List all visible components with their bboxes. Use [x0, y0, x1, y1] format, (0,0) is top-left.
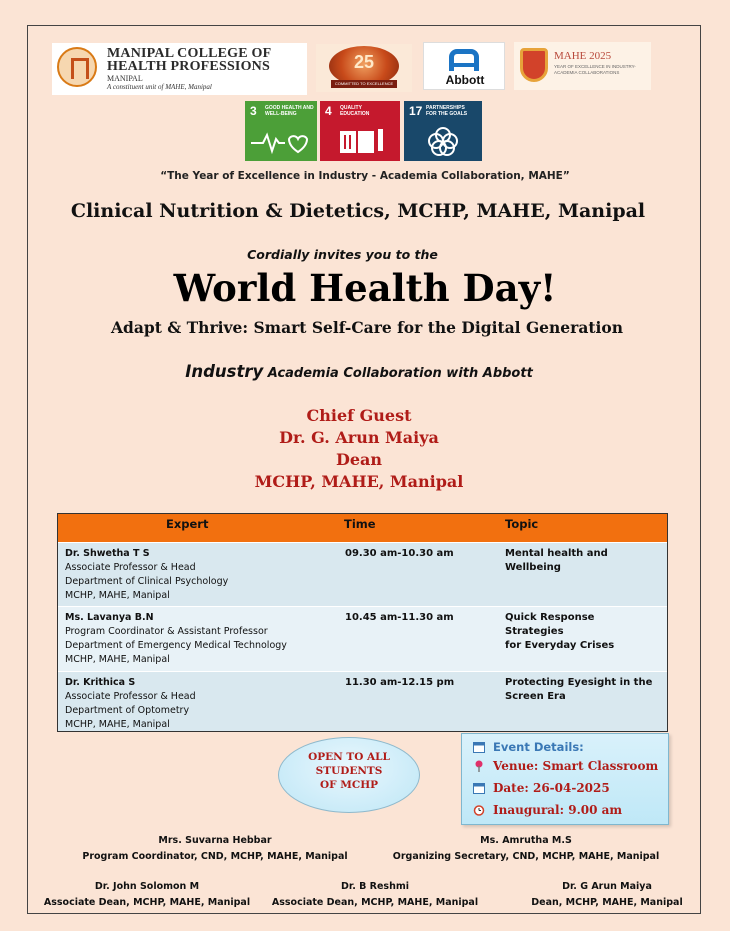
topic-line: Mental health and — [505, 548, 608, 559]
signatory-title: Dean, MCHP, MAHE, Manipal — [531, 897, 683, 908]
signatory-title: Organizing Secretary, CND, MCHP, MAHE, Manipal — [392, 851, 660, 862]
expert-department: Department of Optometry — [65, 705, 190, 716]
pushpin-icon — [473, 760, 485, 772]
expert-department: Department of Clinical Psychology — [65, 576, 229, 587]
time-cell: 09.30 am-10.30 am — [345, 548, 454, 559]
signatory-title: Program Coordinator, CND, MCHP, MAHE, Manipal — [82, 851, 348, 862]
time-cell: 11.30 am-12.15 pm — [345, 677, 455, 688]
signatory-program-coordinator — [30, 833, 400, 865]
signatory-title: Associate Dean, MCHP, MAHE, Manipal — [271, 897, 479, 908]
signatory-name: Dr. B Reshmi — [340, 881, 409, 892]
collaboration-first-word: Industry — [185, 362, 264, 381]
collaboration-line — [0, 362, 718, 381]
department-heading: Clinical Nutrition & Dietetics, MCHP, MAHE, Manipal — [70, 200, 646, 222]
mahe-2025-logo — [514, 42, 651, 90]
date-row — [473, 780, 610, 796]
mchp-emblem-icon — [57, 47, 97, 87]
expert-institution: MCHP, MAHE, Manipal — [65, 590, 170, 601]
signatory-name: Dr. G Arun Maiya — [562, 881, 652, 892]
mchp-city: MANIPAL — [107, 74, 143, 83]
chief-guest-role: Dean — [335, 450, 383, 469]
calendar-icon — [473, 782, 485, 794]
signatory-associate-dean-1 — [32, 879, 262, 911]
event-details-heading: Event Details: — [493, 740, 584, 754]
chief-guest-name: Dr. G. Arun Maiya — [279, 428, 439, 447]
event-details-box — [461, 733, 669, 825]
signatory-organizing-secretary — [376, 833, 676, 865]
collaboration-rest: Academia Collaboration with Abbott — [267, 366, 533, 381]
topic-line: for Everyday Crises — [505, 640, 615, 651]
signatory-associate-dean-2 — [262, 879, 488, 911]
expert-name: Dr. Shwetha T S — [65, 548, 150, 559]
header-expert: Expert — [166, 517, 209, 531]
expert-cell — [65, 676, 335, 732]
sdg-3-label: GOOD HEALTH AND WELL-BEING — [265, 105, 314, 117]
signatory-title: Associate Dean, MCHP, MAHE, Manipal — [43, 897, 251, 908]
expert-cell — [65, 547, 335, 603]
inaugural-text: Inaugural: 9.00 am — [493, 803, 623, 817]
table-row — [58, 671, 667, 731]
signatory-name: Ms. Amrutha M.S — [480, 835, 572, 846]
sdg-17-label: PARTNERSHIPS FOR THE GOALS — [426, 105, 468, 117]
topic-line: Screen Era — [505, 691, 566, 702]
partnership-rings-icon — [404, 125, 482, 157]
abbott-mark-icon — [449, 49, 479, 71]
topic-cell — [505, 547, 655, 575]
sdg-17-number: 17 — [409, 104, 423, 118]
venue-text: Venue: Smart Classroom — [493, 759, 659, 773]
open-to-all-badge — [278, 737, 420, 813]
mahe-subtitle: YEAR OF EXCELLENCE IN INDUSTRY-ACADEMIA COLLABORATIONS — [554, 64, 636, 75]
invite-line: Cordially invites you to the — [247, 247, 438, 262]
topic-cell — [505, 611, 655, 653]
header-topic: Topic — [505, 517, 539, 531]
chief-guest-heading: Chief Guest — [306, 406, 412, 425]
inaugural-row — [473, 802, 622, 818]
venue-row — [473, 758, 658, 774]
seal-number: 25 — [353, 52, 375, 72]
sdg-4-tile — [320, 101, 400, 161]
alarm-clock-icon — [473, 804, 485, 816]
topic-line: Wellbeing — [505, 562, 561, 573]
topic-line: Quick Response Strategies — [505, 612, 595, 637]
expert-institution: MCHP, MAHE, Manipal — [65, 719, 170, 730]
date-text: Date: 26-04-2025 — [493, 781, 610, 795]
mchp-logo — [52, 43, 307, 95]
expert-department: Department of Emergency Medical Technology — [65, 640, 287, 651]
badge-line: OPEN TO ALL — [308, 751, 390, 763]
sdg-3-number: 3 — [250, 104, 257, 118]
expert-designation: Program Coordinator & Assistant Professor — [65, 626, 268, 637]
table-row — [58, 606, 667, 671]
expert-designation: Associate Professor & Head — [65, 562, 196, 573]
badge-line: OF MCHP — [319, 779, 379, 791]
badge-line: STUDENTS — [315, 765, 383, 777]
event-theme: Adapt & Thrive: Smart Self-Care for the Digital Generation — [110, 318, 624, 337]
book-pencil-icon — [320, 125, 400, 157]
expert-cell — [65, 611, 335, 667]
topic-line: Protecting Eyesight in the — [505, 677, 653, 688]
seal-ribbon: COMMITTED TO EXCELLENCE — [331, 80, 397, 88]
chief-guest-org: MCHP, MAHE, Manipal — [254, 472, 464, 491]
topic-cell — [505, 676, 655, 704]
event-title: World Health Day! — [173, 266, 557, 310]
mchp-name: MANIPAL COLLEGE OF HEALTH PROFESSIONS — [107, 46, 271, 74]
expert-designation: Associate Professor & Head — [65, 691, 196, 702]
signatory-name: Dr. John Solomon M — [94, 881, 200, 892]
table-header — [58, 514, 667, 542]
expert-name: Ms. Lavanya B.N — [65, 612, 154, 623]
sdg-3-tile — [245, 101, 317, 161]
table-row — [58, 542, 667, 606]
anniversary-seal-logo — [316, 44, 412, 92]
signatory-dean — [516, 879, 698, 911]
sdg-4-label: QUALITY EDUCATION — [340, 105, 370, 117]
tagline: “The Year of Excellence in Industry - Academia Collaboration, MAHE” — [160, 170, 570, 182]
calendar-icon — [473, 741, 485, 753]
expert-institution: MCHP, MAHE, Manipal — [65, 654, 170, 665]
mchp-unit: A constituent unit of MAHE, Manipal — [107, 83, 212, 91]
heartbeat-icon — [245, 127, 317, 157]
time-cell: 10.45 am-11.30 am — [345, 612, 454, 623]
mahe-title: MAHE 2025 — [554, 50, 612, 62]
abbott-logo — [423, 42, 505, 90]
mahe-shield-icon — [520, 48, 548, 82]
sdg-17-tile — [404, 101, 482, 161]
event-details-heading-row — [473, 739, 584, 755]
sdg-4-number: 4 — [325, 104, 332, 118]
expert-name: Dr. Krithica S — [65, 677, 136, 688]
header-time: Time — [344, 517, 376, 531]
schedule-table — [57, 513, 668, 732]
abbott-wordmark: Abbott — [445, 73, 485, 87]
signatory-name: Mrs. Suvarna Hebbar — [158, 835, 272, 846]
